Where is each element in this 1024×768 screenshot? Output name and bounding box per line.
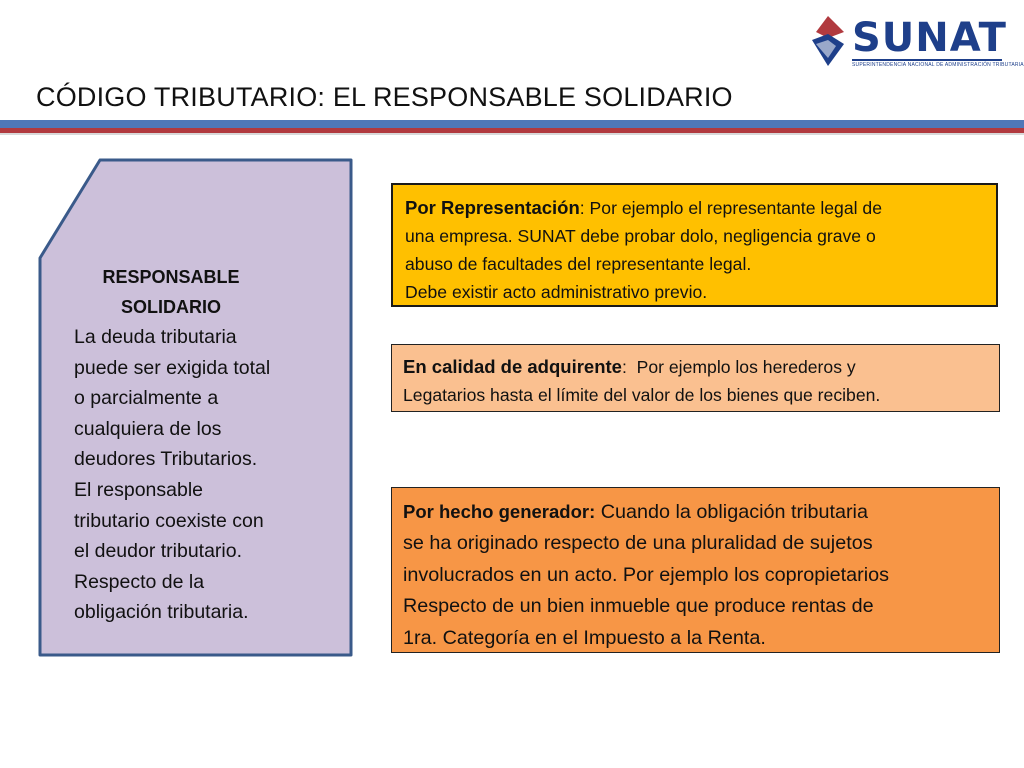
logo-subtitle: SUPERINTENDENCIA NACIONAL DE ADMINISTRACIÓN TRIBUTARIA <box>852 59 1002 68</box>
sunat-logo <box>806 14 1024 70</box>
box-lead: Por Representación <box>405 197 580 218</box>
card-body-line: Respecto de la <box>74 570 205 593</box>
card-body-line: obligación tributaria. <box>74 601 249 624</box>
card-heading-line: SOLIDARIO <box>120 297 221 317</box>
card-heading-line: RESPONSABLE <box>102 267 240 287</box>
box-line: Debe existir acto administrativo previo. <box>405 282 708 302</box>
logo-wordmark: SUNAT <box>852 15 1007 61</box>
card-body-line: tributario coexiste con <box>74 509 264 532</box>
box-lead: Por hecho generador: <box>403 501 596 522</box>
sunat-emblem-icon <box>806 14 850 70</box>
card-heading <box>66 262 276 322</box>
card-body-line: puede ser exigida total <box>74 356 271 379</box>
card-body-line: cualquiera de los <box>74 417 222 440</box>
box-line <box>403 353 988 381</box>
box-text: : Por ejemplo el representante legal de <box>579 198 882 218</box>
card-body-line: El responsable <box>74 478 203 501</box>
box-text: : Por ejemplo los herederos y <box>621 357 856 377</box>
box-line: 1ra. Categoría en el Impuesto a la Renta. <box>403 626 766 649</box>
slide-title: CÓDIGO TRIBUTARIO: EL RESPONSABLE SOLIDARIO <box>36 82 733 112</box>
box-por-hecho-generador <box>391 487 1000 653</box>
card-body-line: deudores Tributarios. <box>74 448 258 471</box>
box-lead: En calidad de adquirente <box>403 356 622 377</box>
box-text: Cuando la obligación tributaria <box>595 501 868 523</box>
card-body-line: La deuda tributaria <box>74 326 237 348</box>
box-por-representacion <box>391 183 998 307</box>
box-line: Legatarios hasta el límite del valor de los bienes que reciben. <box>403 385 881 405</box>
box-line: abuso de facultades del representante legal. <box>405 254 752 274</box>
header-band-blue <box>0 120 1024 128</box>
box-line: involucrados en un acto. Por ejemplo los copropietarios <box>403 563 890 586</box>
box-line: se ha originado respecto de una pluralidad de sujetos <box>403 532 873 555</box>
box-line: Respecto de un bien inmueble que produce rentas de <box>403 595 874 618</box>
card-text <box>74 262 326 628</box>
box-en-calidad-de-adquirente <box>391 344 1000 412</box>
box-line <box>403 496 988 528</box>
header-band-shadow <box>0 133 1024 135</box>
card-body-line: el deudor tributario. <box>74 540 243 563</box>
box-line <box>405 194 984 222</box>
card-body-line: o parcialmente a <box>74 387 219 410</box>
responsable-solidario-card <box>38 158 354 658</box>
box-line: una empresa. SUNAT debe probar dolo, negligencia grave o <box>405 226 876 246</box>
